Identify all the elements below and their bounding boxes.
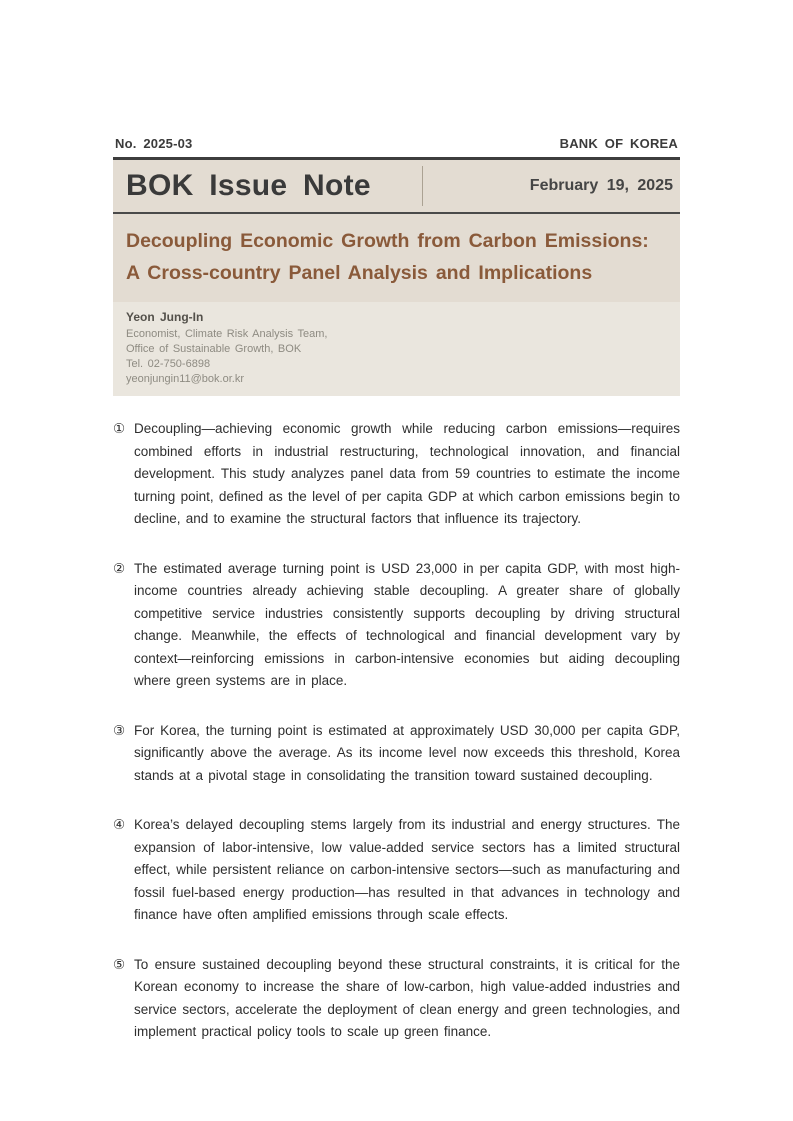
paragraph-text: Korea’s delayed decoupling stems largely from its industrial and energy structures. The expansion of labor-intensive, low value-added service sectors has a limited structural effect, while persistent reliance on carbon-intensive sectors—such as manufacturing and fossil fuel-based energy production—has resulted in that advances in technology and finance have often amplified emissions through scale effects. — [134, 817, 680, 922]
paragraph-text: Decoupling—achieving economic growth while reducing carbon emissions—requires combined efforts in industrial restructuring, technological innovation, and financial development. This study analyzes panel data from 59 countries to estimate the income turning point, defined as the level of per capita GDP at which carbon emissions begin to decline, and to examine the structural factors that influence its trajectory. — [134, 421, 680, 526]
author-office: Office of Sustainable Growth, BOK — [126, 343, 302, 355]
summary-paragraph-5 — [113, 954, 680, 1044]
masthead-row — [113, 160, 680, 212]
paragraph-marker: ⑤ — [113, 956, 126, 972]
author-name: Yeon Jung-In — [126, 310, 204, 324]
summary-paragraph-4 — [113, 814, 680, 927]
summary-paragraph-3 — [113, 720, 680, 788]
summary-paragraph-1 — [113, 418, 680, 531]
org-name: BANK OF KOREA — [559, 136, 678, 151]
paragraph-marker: ② — [113, 560, 126, 576]
author-email: yeonjungin11@bok.or.kr — [126, 373, 244, 385]
paragraph-marker: ④ — [113, 817, 126, 832]
document-header — [113, 136, 680, 157]
paragraph-text: The estimated average turning point is USD 23,000 in per capita GDP, with most high-income countries already achieving stable decoupling. A greater share of globally competitive service industries consistently supports decoupling by driving structural change. Meanwhile, the effects of technological and financial development vary by context—reinforcing emissions in carbon-intensive economies but aiding decoupling where green systems are in place. — [134, 560, 680, 688]
paragraph-text: To ensure sustained decoupling beyond these structural constraints, it is critical for the Korean economy to increase the share of low-carbon, high value-added industries and service sectors, accelerate the deployment of clean energy and green technologies, and implement practical policy tools to scale up green finance. — [134, 956, 680, 1039]
paragraph-text: For Korea, the turning point is estimated at approximately USD 30,000 per capita GDP, significantly above the average. As its income level now exceeds this threshold, Korea stands at a pivotal stage in consolidating the transition toward sustained decoupling. — [134, 722, 680, 783]
author-block — [113, 302, 680, 396]
summary-body — [113, 418, 680, 1044]
doc-number: No. 2025-03 — [115, 136, 193, 151]
title-line-1: Decoupling Economic Growth from Carbon Emissions: — [126, 230, 649, 252]
paragraph-marker: ③ — [113, 722, 126, 738]
paragraph-marker: ① — [113, 421, 126, 436]
masthead-title: BOK Issue Note — [126, 169, 371, 202]
author-tel: Tel. 02-750-6898 — [126, 358, 211, 370]
masthead-banner — [113, 160, 680, 396]
title-line-2: A Cross-country Panel Analysis and Implications — [126, 262, 593, 284]
issue-date: February 19, 2025 — [529, 177, 673, 194]
document-content — [113, 136, 680, 1071]
document-title — [113, 214, 680, 302]
author-role: Economist, Climate Risk Analysis Team, — [126, 328, 328, 340]
summary-paragraph-2 — [113, 558, 680, 693]
issue-date-wrap — [423, 177, 680, 195]
